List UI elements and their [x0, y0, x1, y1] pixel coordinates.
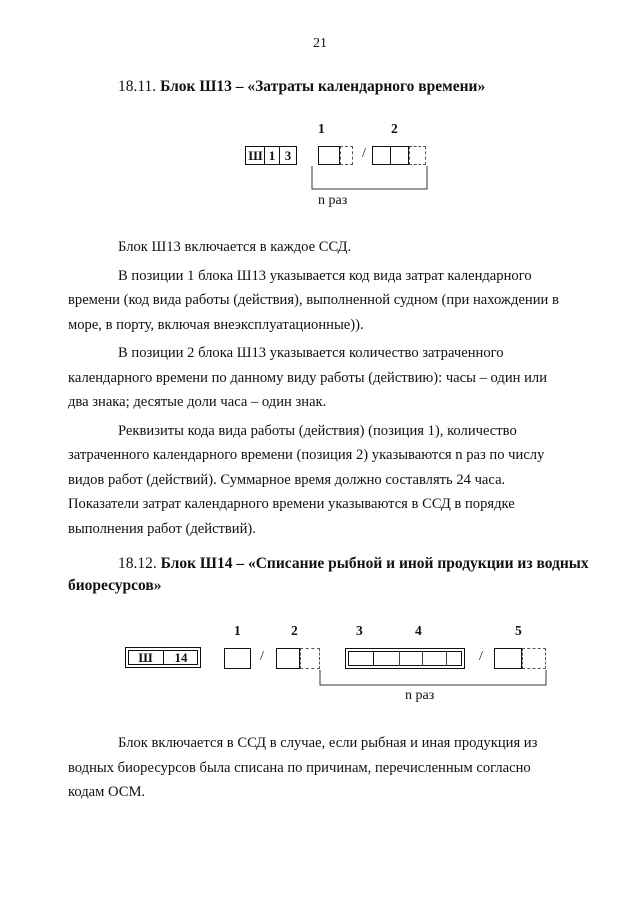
section-1812-title-line2: биоресурсов» — [68, 577, 162, 594]
paragraph-line: выполнения работ (действий). — [68, 520, 256, 537]
code-letter: Ш — [247, 147, 265, 164]
paragraph-line: В позиции 1 блока Ш13 указывается код вида затрат календарного — [118, 267, 532, 284]
code-digit-1: 1 — [265, 147, 280, 164]
block-sh14-diagram — [0, 600, 640, 710]
section-1812-body — [68, 731, 594, 805]
section-1812-number: 18.12. — [118, 555, 157, 572]
page-number: 21 — [313, 36, 327, 51]
code-letter: Ш — [138, 650, 153, 665]
paragraph-line: Блок Ш13 включается в каждое ССД. — [118, 239, 352, 255]
paragraph-line: видов работ (действий). Суммарное время должно составлять 24 часа. — [68, 471, 506, 488]
separator-slash: / — [260, 649, 264, 664]
paragraph-line: календарного времени по данному виду работы (действию): часы – один или — [68, 369, 548, 386]
position-label-3: 3 — [356, 623, 363, 638]
paragraph-line: водных биоресурсов была списана по причинам, перечисленным согласно — [68, 759, 531, 776]
paragraph-line: Показатели затрат календарного времени указываются в ССД в порядке — [68, 496, 515, 512]
section-1812-title-line1: Блок Ш14 – «Списание рыбной и иной продукции из водных — [160, 555, 589, 572]
paragraph-line: Реквизиты кода вида работы (действия) (позиция 1), количество — [118, 422, 517, 439]
section-1811-body — [68, 235, 594, 541]
separator-slash: / — [479, 649, 483, 664]
section-1812-heading — [118, 551, 594, 577]
paragraph-line: два знака; десятые доли часа – один знак. — [68, 394, 327, 410]
block-sh13-diagram — [0, 0, 640, 230]
code-digits: 14 — [174, 650, 188, 665]
position-label-1: 1 — [234, 623, 241, 638]
position-label-2: 2 — [391, 121, 398, 136]
paragraph-line: кодам ОСМ. — [68, 784, 146, 800]
paragraph-line: времени (код вида работы (действия), выполненной судном (при нахождении в — [68, 292, 559, 308]
paragraph-line: затраченного календарного времени (позиция 2) указываются n раз по числу — [68, 447, 545, 463]
repeat-bracket — [0, 600, 640, 710]
repeat-label: n раз — [405, 688, 435, 703]
paragraph-line: море, в порту, включая внеэксплуатационные)). — [68, 316, 364, 333]
section-1811-title: Блок Ш13 – «Затраты календарного времени» — [160, 78, 486, 95]
position-label-1: 1 — [318, 121, 325, 136]
section-1811-number: 18.11. — [118, 78, 157, 95]
paragraph-line: Блок включается в ССД в случае, если рыбная и иная продукция из — [118, 735, 538, 751]
section-1812-heading-cont — [68, 577, 162, 595]
paragraph-line: В позиции 2 блока Ш13 указывается количество затраченного — [118, 345, 504, 361]
position-label-2: 2 — [291, 623, 298, 638]
code-digit-2: 3 — [284, 148, 292, 163]
separator-slash: / — [362, 146, 366, 161]
position-label-4: 4 — [415, 623, 422, 638]
repeat-label: n раз — [318, 193, 348, 208]
position-label-5: 5 — [515, 623, 522, 638]
